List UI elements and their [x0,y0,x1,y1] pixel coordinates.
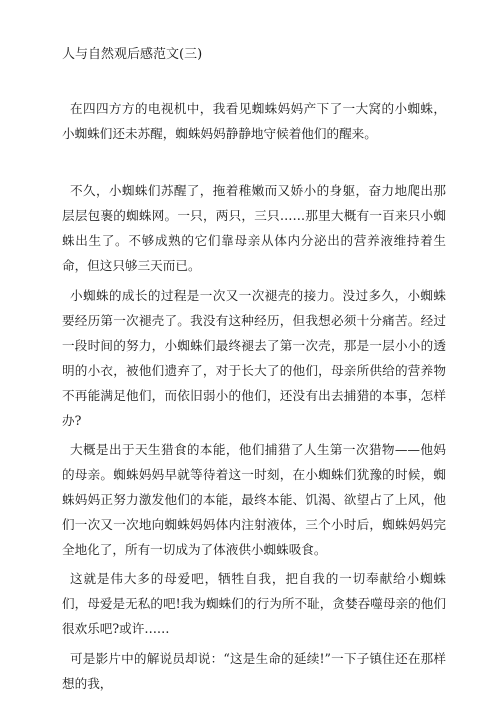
paragraph-5: 这就是伟大多的母爱吧，牺牲自我，把自我的一切奉献给小蜘蛛们，母爱是无私的吧!我为蜘蛛们的行为所不耻，贪婪吞噬母亲的他们很欢乐吧?或许…… [62,571,446,636]
paragraph-3: 小蜘蛛的成长的过程是一次又一次褪壳的接力。没过多久，小蜘蛛要经历第一次褪壳了。我没有这种经历，但我想必须十分痛苦。经过一段时间的努力，小蜘蛛们最终褪去了第一次壳，那是一层小小的透明的小衣，被他们遗弃了，对于长大了的他们，母亲所供给的营养物不再能满足他们，而依旧弱小的他们，还没有出去捕猎的本事，怎样办? [62,288,446,428]
paragraph-6: 可是影片中的解说员却说：“这是生命的延续!”一下子镇住还在那样想的我， [62,651,446,691]
paragraph-4: 大概是出于天生猎食的本能，他们捕猎了人生第一次猎物——他妈的母亲。蜘蛛妈妈早就等待着这一时刻，在小蜘蛛们犹豫的时候，蜘蛛妈妈正努力激发他们的本能，最终本能、饥渴、欲望占了上风，他们一次又一次地向蜘蛛妈妈体内注射液体，三个小时后，蜘蛛妈妈完全地化了，所有一切成为了体液供小蜘蛛吸食。 [62,442,446,557]
paragraph-2: 不久，小蜘蛛们苏醒了，拖着稚嫩而又娇小的身躯，奋力地爬出那层层包裹的蜘蛛网。一只，两只，三只……那里大概有一百来只小蜘蛛出生了。不够成熟的它们靠母亲从体内分泌出的营养液维持着生命，但这只够三天而已。 [62,183,446,273]
document-title: 人与自然观后感范文(三) [62,47,203,62]
paragraph-1: 在四四方方的电视机中，我看见蜘蛛妈妈产下了一大窝的小蜘蛛，小蜘蛛们还未苏醒，蜘蛛妈妈静静地守候着他们的醒来。 [62,101,446,141]
